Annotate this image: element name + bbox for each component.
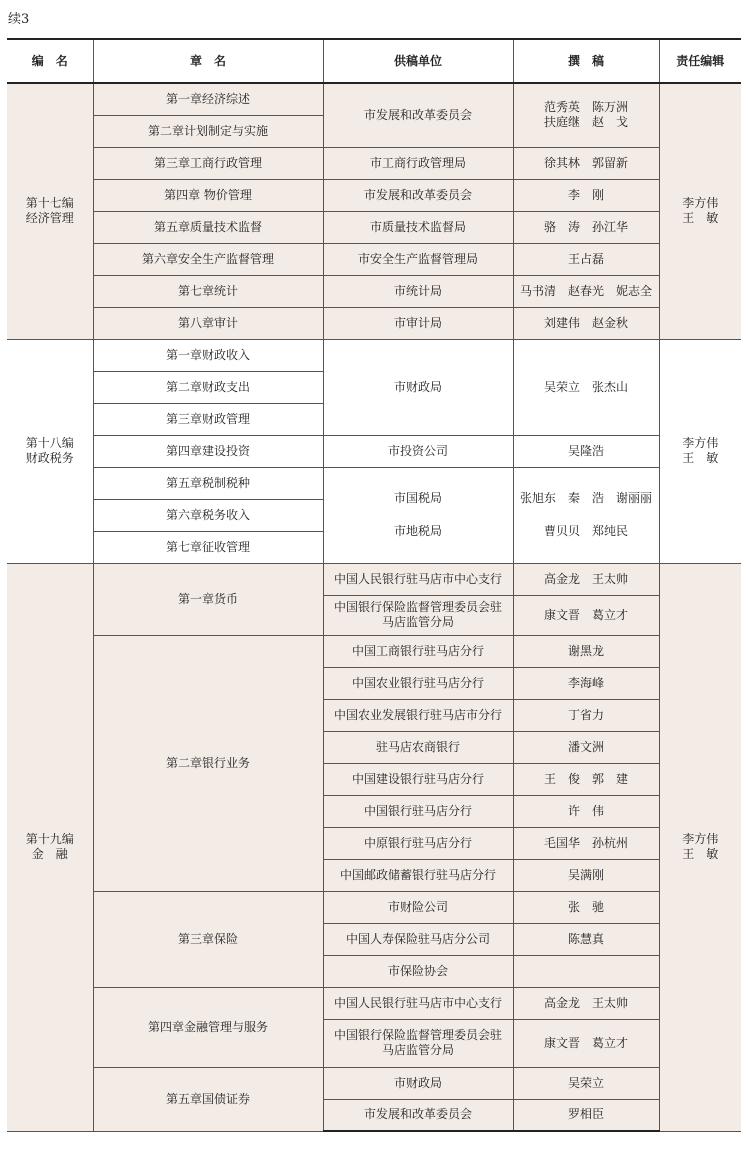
unit-cell: 中国人寿保险驻马店分公司 bbox=[323, 923, 513, 955]
unit-cell: 市发展和改革委员会 bbox=[323, 83, 513, 147]
writer-cell: 刘建伟 赵金秋 bbox=[513, 307, 659, 339]
header-zhang: 章 名 bbox=[93, 39, 323, 83]
unit-cell: 中国工商银行驻马店分行 bbox=[323, 635, 513, 667]
unit-cell: 中国银行驻马店分行 bbox=[323, 795, 513, 827]
header-row bbox=[7, 39, 741, 83]
section-19-editor: 李方伟 王 敏 bbox=[659, 563, 741, 1131]
header-writer: 撰 稿 bbox=[513, 39, 659, 83]
writer-cell: 王占磊 bbox=[513, 243, 659, 275]
unit-cell: 市质量技术监督局 bbox=[323, 211, 513, 243]
writer-cell bbox=[513, 955, 659, 987]
unit-cell: 中国人民银行驻马店市中心支行 bbox=[323, 987, 513, 1019]
table-row bbox=[7, 1067, 741, 1099]
section-17-editor: 李方伟 王 敏 bbox=[659, 83, 741, 339]
writer-cell: 徐其林 郭留新 bbox=[513, 147, 659, 179]
writer-cell: 吴隆浩 bbox=[513, 435, 659, 467]
table-row bbox=[7, 467, 741, 499]
unit-cell: 中国邮政储蓄银行驻马店分行 bbox=[323, 859, 513, 891]
chapter-cell: 第四章 物价管理 bbox=[93, 179, 323, 211]
writer-cell: 高金龙 王太帅 bbox=[513, 563, 659, 595]
table-caption: 续3 bbox=[8, 12, 30, 27]
writer-cell: 马书清 赵春光 妮志全 bbox=[513, 275, 659, 307]
writer-cell: 李 刚 bbox=[513, 179, 659, 211]
unit-cell: 市财险公司 bbox=[323, 891, 513, 923]
table-row bbox=[7, 987, 741, 1019]
unit-cell: 市发展和改革委员会 bbox=[323, 179, 513, 211]
unit-cell: 市统计局 bbox=[323, 275, 513, 307]
writer-cell: 吴满刚 bbox=[513, 859, 659, 891]
chapter-cell: 第四章建设投资 bbox=[93, 435, 323, 467]
writer-cell: 潘文洲 bbox=[513, 731, 659, 763]
writer-cell: 罗相臣 bbox=[513, 1099, 659, 1131]
header-unit: 供稿单位 bbox=[323, 39, 513, 83]
table-row bbox=[7, 635, 741, 667]
writer-cell: 吴荣立 bbox=[513, 1067, 659, 1099]
unit-cell: 市财政局 bbox=[323, 339, 513, 435]
chapter-cell: 第七章征收管理 bbox=[93, 531, 323, 563]
table-row bbox=[7, 243, 741, 275]
chapter-cell: 第四章金融管理与服务 bbox=[93, 987, 323, 1067]
header-bian: 编 名 bbox=[7, 39, 93, 83]
writer-cell: 骆 涛 孙江华 bbox=[513, 211, 659, 243]
unit-cell: 中国银行保险监督管理委员会驻 马店监管分局 bbox=[323, 1019, 513, 1067]
unit-cell: 中国建设银行驻马店分行 bbox=[323, 763, 513, 795]
section-19-name: 第十九编 金 融 bbox=[7, 563, 93, 1131]
chapter-cell: 第一章经济综述 bbox=[93, 83, 323, 115]
chapter-cell: 第二章计划制定与实施 bbox=[93, 115, 323, 147]
unit-cell: 市安全生产监督管理局 bbox=[323, 243, 513, 275]
writer-cell: 王 俊 郭 建 bbox=[513, 763, 659, 795]
table-row bbox=[7, 891, 741, 923]
writer-cell: 李海峰 bbox=[513, 667, 659, 699]
table-row bbox=[7, 307, 741, 339]
table-row bbox=[7, 211, 741, 243]
unit-cell: 中国农业发展银行驻马店市分行 bbox=[323, 699, 513, 731]
writer-cell: 毛国华 孙杭州 bbox=[513, 827, 659, 859]
writer-cell: 吴荣立 张杰山 bbox=[513, 339, 659, 435]
contributors-table bbox=[7, 38, 741, 1132]
writer-cell: 范秀英 陈万洲 扶庭继 赵 戈 bbox=[513, 83, 659, 147]
chapter-cell: 第五章税制税种 bbox=[93, 467, 323, 499]
unit-cell: 市投资公司 bbox=[323, 435, 513, 467]
writer-cell: 康文晋 葛立才 bbox=[513, 1019, 659, 1067]
writer-cell: 丁省力 bbox=[513, 699, 659, 731]
chapter-cell: 第八章审计 bbox=[93, 307, 323, 339]
chapter-cell: 第五章质量技术监督 bbox=[93, 211, 323, 243]
unit-cell: 市工商行政管理局 bbox=[323, 147, 513, 179]
chapter-cell: 第六章税务收入 bbox=[93, 499, 323, 531]
section-18-name: 第十八编 财政税务 bbox=[7, 339, 93, 563]
table-row bbox=[7, 147, 741, 179]
table-row bbox=[7, 83, 741, 115]
unit-cell: 中原银行驻马店分行 bbox=[323, 827, 513, 859]
writer-cell: 许 伟 bbox=[513, 795, 659, 827]
chapter-cell: 第七章统计 bbox=[93, 275, 323, 307]
chapter-cell: 第一章财政收入 bbox=[93, 339, 323, 371]
writer-cell: 陈慧真 bbox=[513, 923, 659, 955]
table-row bbox=[7, 563, 741, 595]
chapter-cell: 第三章财政管理 bbox=[93, 403, 323, 435]
section-18-editor: 李方伟 王 敏 bbox=[659, 339, 741, 563]
chapter-cell: 第三章保险 bbox=[93, 891, 323, 987]
section-17-name: 第十七编 经济管理 bbox=[7, 83, 93, 339]
unit-cell: 市国税局 市地税局 bbox=[323, 467, 513, 563]
writer-cell: 张 驰 bbox=[513, 891, 659, 923]
unit-cell: 中国银行保险监督管理委员会驻 马店监管分局 bbox=[323, 595, 513, 635]
table-row bbox=[7, 275, 741, 307]
unit-cell: 市发展和改革委员会 bbox=[323, 1099, 513, 1131]
writer-cell: 谢黑龙 bbox=[513, 635, 659, 667]
writer-cell: 张旭东 秦 浩 谢丽丽 曹贝贝 郑纯民 bbox=[513, 467, 659, 563]
writer-cell: 高金龙 王太帅 bbox=[513, 987, 659, 1019]
table-row bbox=[7, 435, 741, 467]
unit-cell: 驻马店农商银行 bbox=[323, 731, 513, 763]
unit-cell: 市保险协会 bbox=[323, 955, 513, 987]
unit-cell: 中国人民银行驻马店市中心支行 bbox=[323, 563, 513, 595]
chapter-cell: 第五章国债证券 bbox=[93, 1067, 323, 1131]
unit-cell: 市审计局 bbox=[323, 307, 513, 339]
chapter-cell: 第二章财政支出 bbox=[93, 371, 323, 403]
chapter-cell: 第三章工商行政管理 bbox=[93, 147, 323, 179]
writer-cell: 康文晋 葛立才 bbox=[513, 595, 659, 635]
unit-cell: 市财政局 bbox=[323, 1067, 513, 1099]
chapter-cell: 第六章安全生产监督管理 bbox=[93, 243, 323, 275]
table-row bbox=[7, 339, 741, 371]
chapter-cell: 第二章银行业务 bbox=[93, 635, 323, 891]
unit-cell: 中国农业银行驻马店分行 bbox=[323, 667, 513, 699]
chapter-cell: 第一章货币 bbox=[93, 563, 323, 635]
table-row bbox=[7, 179, 741, 211]
header-editor: 责任编辑 bbox=[659, 39, 741, 83]
